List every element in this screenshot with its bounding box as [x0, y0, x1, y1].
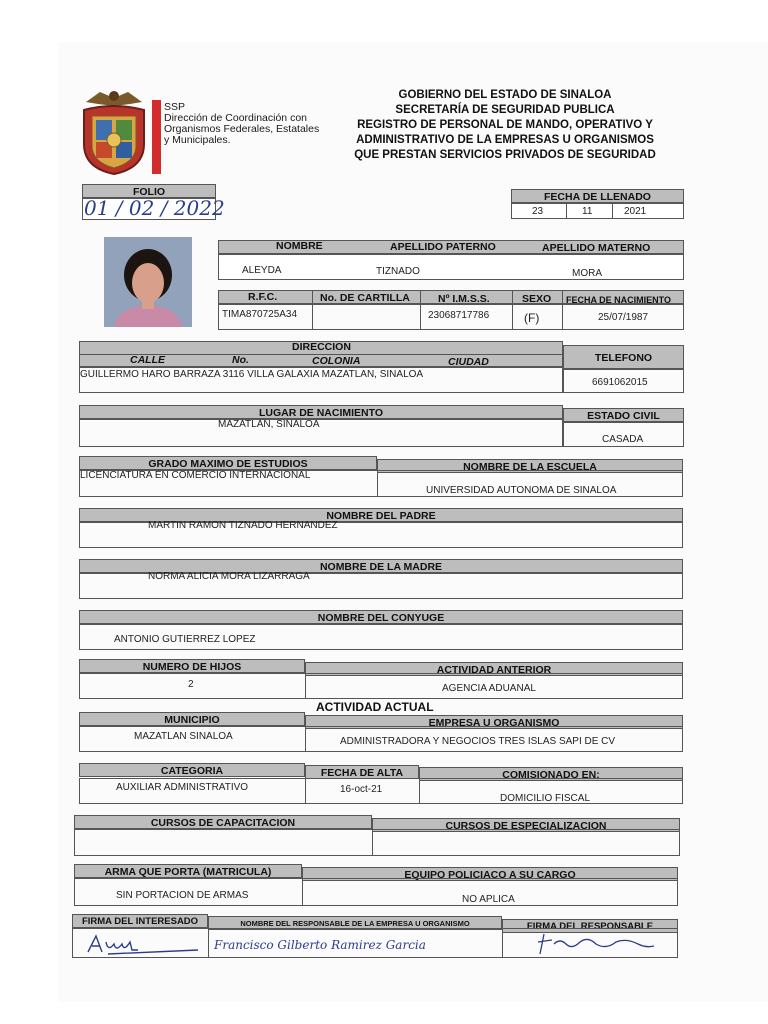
categoria-value: AUXILIAR ADMINISTRATIVO	[116, 782, 249, 793]
categoria-label: CATEGORIA	[79, 763, 305, 777]
madre-value: NORMA ALICIA MORA LIZARRAGA	[148, 571, 310, 582]
calle-label: CALLE	[130, 354, 165, 366]
hijos-value: 2	[188, 679, 194, 690]
comisionado-value: DOMICILIO FISCAL	[500, 793, 591, 804]
rfc-label: R.F.C.	[248, 291, 278, 303]
folio-label: FOLIO	[82, 184, 216, 198]
actividad-actual-title: ACTIVIDAD ACTUAL	[316, 700, 434, 714]
conyuge-value: ANTONIO GUTIERREZ LOPEZ	[114, 634, 256, 645]
lugar-label: LUGAR DE NACIMIENTO	[79, 405, 563, 419]
hijos-box	[79, 673, 683, 699]
signature-responsable-icon	[530, 928, 660, 958]
document-title	[330, 88, 680, 163]
grado-value: LICENCIATURA EN COMERCIO INTERNACIONAL	[80, 470, 311, 481]
responsable-nombre-label: NOMBRE DEL RESPONSABLE DE LA EMPRESA U ORGANISMO	[208, 916, 502, 930]
imss-value: 23068717786	[428, 310, 490, 321]
apellido-materno-value: MORA	[572, 268, 602, 279]
escuela-label: NOMBRE DE LA ESCUELA	[377, 459, 683, 473]
fecha-llenado-day: 23	[532, 206, 544, 217]
fecha-llenado-label: FECHA DE LLENADO	[511, 189, 684, 203]
municipio-value: MAZATLAN SINALOA	[134, 731, 233, 742]
accent-bar	[152, 100, 161, 174]
conyuge-label: NOMBRE DEL CONYUGE	[79, 610, 683, 624]
direccion-label: DIRECCION	[292, 341, 351, 353]
nacimiento-label: FECHA DE NACIMIENTO	[566, 295, 672, 305]
nombre-label: NOMBRE	[276, 240, 323, 252]
ssp-line: Dirección de Coordinación con	[164, 112, 307, 124]
padre-value: MARTIN RAMON TIZNADO HERNANDEZ	[148, 520, 338, 531]
nombre-value: ALEYDA	[242, 265, 282, 276]
title-line: QUE PRESTAN SERVICIOS PRIVADOS DE SEGURIDAD	[354, 149, 656, 161]
firma-responsable-label: FIRMA DEL RESPONSABLE	[502, 919, 678, 933]
signature-interesado-icon	[78, 928, 202, 958]
nombre-box	[218, 254, 684, 280]
fecha-alta-value: 16-oct-21	[340, 784, 383, 795]
title-line: REGISTRO DE PERSONAL DE MANDO, OPERATIVO Y	[357, 119, 653, 131]
empresa-label: EMPRESA U ORGANISMO	[305, 715, 683, 729]
empresa-value: ADMINISTRADORA Y NEGOCIOS TRES ISLAS SAPI DE CV	[340, 736, 616, 747]
colonia-label: COLONIA	[312, 355, 361, 367]
municipio-label: MUNICIPIO	[79, 712, 305, 726]
sexo-value: (F)	[524, 311, 540, 325]
actividad-anterior-value: AGENCIA ADUANAL	[442, 683, 536, 694]
cartilla-label: No. DE CARTILLA	[320, 292, 410, 304]
capacitacion-label: CURSOS DE CAPACITACION	[74, 815, 372, 829]
no-label: No.	[232, 354, 249, 366]
actividad-anterior-label: ACTIVIDAD ANTERIOR	[305, 662, 683, 676]
ssp-line: SSP	[164, 101, 186, 113]
estado-civil-value: CASADA	[602, 434, 644, 445]
fecha-alta-label: FECHA DE ALTA	[305, 765, 419, 779]
folio-value: 01 / 02 / 2022	[84, 196, 225, 220]
fecha-llenado-month: 11	[582, 206, 593, 217]
equipo-value: NO APLICA	[462, 894, 515, 905]
padre-label: NOMBRE DEL PADRE	[79, 508, 683, 522]
state-coat-of-arms-icon	[78, 84, 150, 178]
nacimiento-value: 25/07/1987	[598, 312, 649, 323]
ciudad-label: CIUDAD	[448, 356, 489, 368]
arma-value: SIN PORTACION DE ARMAS	[116, 890, 249, 901]
arma-label: ARMA QUE PORTA (MATRICULA)	[74, 864, 302, 878]
telefono-value: 6691062015	[592, 377, 648, 388]
especializacion-label: CURSOS DE ESPECIALIZACION	[372, 818, 680, 832]
apellido-paterno-value: TIZNADO	[376, 266, 420, 277]
hijos-label: NUMERO DE HIJOS	[79, 659, 305, 673]
ssp-block	[164, 102, 319, 146]
ssp-line: y Municipales.	[164, 134, 231, 146]
rfc-value: TIMA870725A34	[222, 309, 298, 320]
employee-photo	[104, 237, 192, 327]
telefono-label: TELEFONO	[563, 345, 684, 369]
firma-interesado-label: FIRMA DEL INTERESADO	[72, 914, 208, 928]
estado-civil-label: ESTADO CIVIL	[563, 408, 684, 422]
title-line: SECRETARÍA DE SEGURIDAD PUBLICA	[395, 104, 615, 116]
fecha-llenado-year: 2021	[624, 206, 647, 217]
lugar-value: MAZATLAN, SINALOA	[218, 419, 320, 430]
sexo-label: SEXO	[522, 293, 552, 305]
lugar-box	[79, 419, 563, 447]
direccion-value: GUILLERMO HARO BARRAZA 3116 VILLA GALAXIA MAZATLAN, SINALOA	[80, 369, 424, 380]
title-line: ADMINISTRATIVO DE LA EMPRESAS U ORGANISMOS	[356, 134, 654, 146]
cursos-box	[74, 829, 680, 856]
apellido-materno-label: APELLIDO MATERNO	[542, 242, 651, 254]
imss-label: Nº I.M.S.S.	[438, 293, 490, 305]
escuela-value: UNIVERSIDAD AUTONOMA DE SINALOA	[426, 485, 617, 496]
responsable-nombre-value: Francisco Gilberto Ramirez Garcia	[214, 938, 426, 952]
madre-label: NOMBRE DE LA MADRE	[79, 559, 683, 573]
grado-label: GRADO MAXIMO DE ESTUDIOS	[79, 456, 377, 470]
comisionado-label: COMISIONADO EN:	[419, 767, 683, 781]
equipo-label: EQUIPO POLICIACO A SU CARGO	[302, 867, 678, 881]
ssp-line: Organismos Federales, Estatales	[164, 123, 320, 135]
title-line: GOBIERNO DEL ESTADO DE SINALOA	[398, 89, 612, 101]
apellido-paterno-label: APELLIDO PATERNO	[390, 241, 496, 253]
